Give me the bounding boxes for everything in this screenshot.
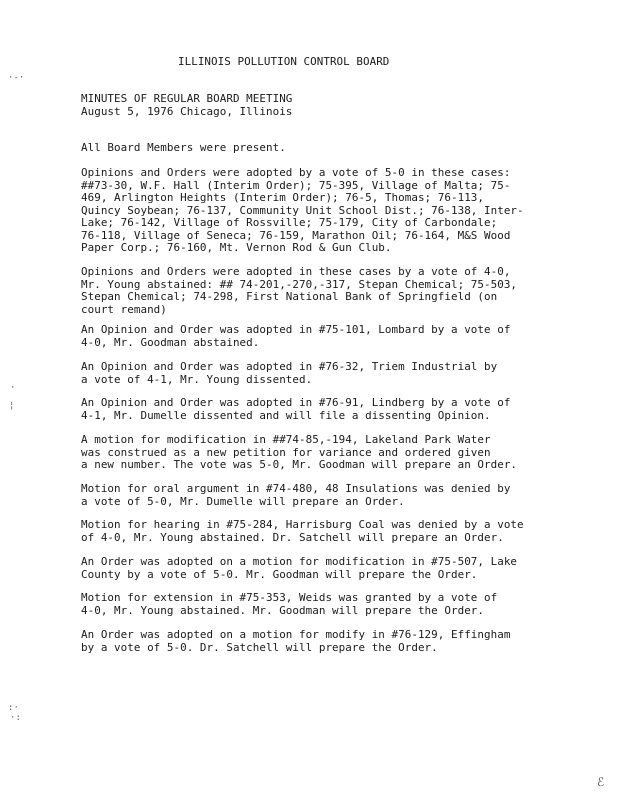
corner-mark: ℰ: [597, 775, 605, 789]
lake-county-paragraph: An Order was adopted on a motion for modification in #75-507, Lake County by a vote of 5-0. Mr. Goodman will prepare the Order.: [81, 555, 518, 581]
triem-industrial-paragraph: An Opinion and Order was adopted in #76-32, Triem Industrial by a vote of 4-1, Mr. Young dissented.: [81, 360, 498, 386]
margin-mark: ¦: [9, 401, 15, 411]
lakeland-park-paragraph: A motion for modification in ##74-85,-194, Lakeland Park Water was construed as a new petition for variance and ordered given a new number. The vote was 5-0, Mr. Goodman will prepare an Order.: [81, 433, 518, 471]
minutes-heading: [81, 93, 581, 118]
weids-paragraph: Motion for extension in #75-353, Weids was granted by a vote of 4-0, Mr. Young abstained. Mr. Goodman will prepare the Order.: [81, 591, 498, 617]
attendance-paragraph: All Board Members were present.: [81, 141, 286, 154]
young-abstained-cases-paragraph: Opinions and Orders were adopted in these cases by a vote of 4-0, Mr. Young abstained: ## 74-201,-270,-317, Stepan Chemical; 75-503, Stepan Chemical; 74-298, First National Bank of Springfield (on court remand): [81, 265, 518, 316]
board-title: ILLINOIS POLLUTION CONTROL BOARD: [178, 55, 390, 68]
lindberg-paragraph: An Opinion and Order was adopted in #76-91, Lindberg by a vote of 4-1, Mr. Dumelle dissented and will file a dissenting Opinion.: [81, 396, 511, 422]
harrisburg-coal-paragraph: Motion for hearing in #75-284, Harrisburg Coal was denied by a vote of 4-0, Mr. Young abstained. Dr. Satchell will prepare an Order.: [81, 518, 524, 544]
unanimous-cases-paragraph: Opinions and Orders were adopted by a vote of 5-0 in these cases: ##73-30, W.F. Hall (Interim Order); 75-395, Village of Malta; 75- 469, Arlington Heights (Interim Order); 76-5, Thomas; 76-113, Quincy Soybean; 76-137, Community Unit School Dist.; 76-138, Inter- Lake; 76-142, Village of Rossville; 75-179, City of Carbondale; 76-118, Village of Seneca; 76-159, Marathon Oil; 76-164, M&S Wood Paper Corp.; 76-160, Mt. Vernon Rod & Gun Club.: [81, 166, 524, 254]
margin-mark: ·: [10, 383, 16, 393]
lombard-paragraph: An Opinion and Order was adopted in #75-101, Lombard by a vote of 4-0, Mr. Goodman abstained.: [81, 323, 511, 349]
margin-mark: ·-·: [8, 73, 25, 83]
meeting-date-location: August 5, 1976 Chicago, Illinois: [81, 104, 293, 118]
margin-mark: ·:: [10, 713, 21, 723]
margin-mark: :·: [8, 703, 19, 713]
minutes-title: MINUTES OF REGULAR BOARD MEETING: [81, 92, 293, 105]
insulations-paragraph: Motion for oral argument in #74-480, 48 Insulations was denied by a vote of 5-0, Mr. Dumelle will prepare an Order.: [81, 482, 511, 508]
effingham-paragraph: An Order was adopted on a motion for modify in #76-129, Effingham by a vote of 5-0. Dr. Satchell will prepare the Order.: [81, 628, 511, 654]
